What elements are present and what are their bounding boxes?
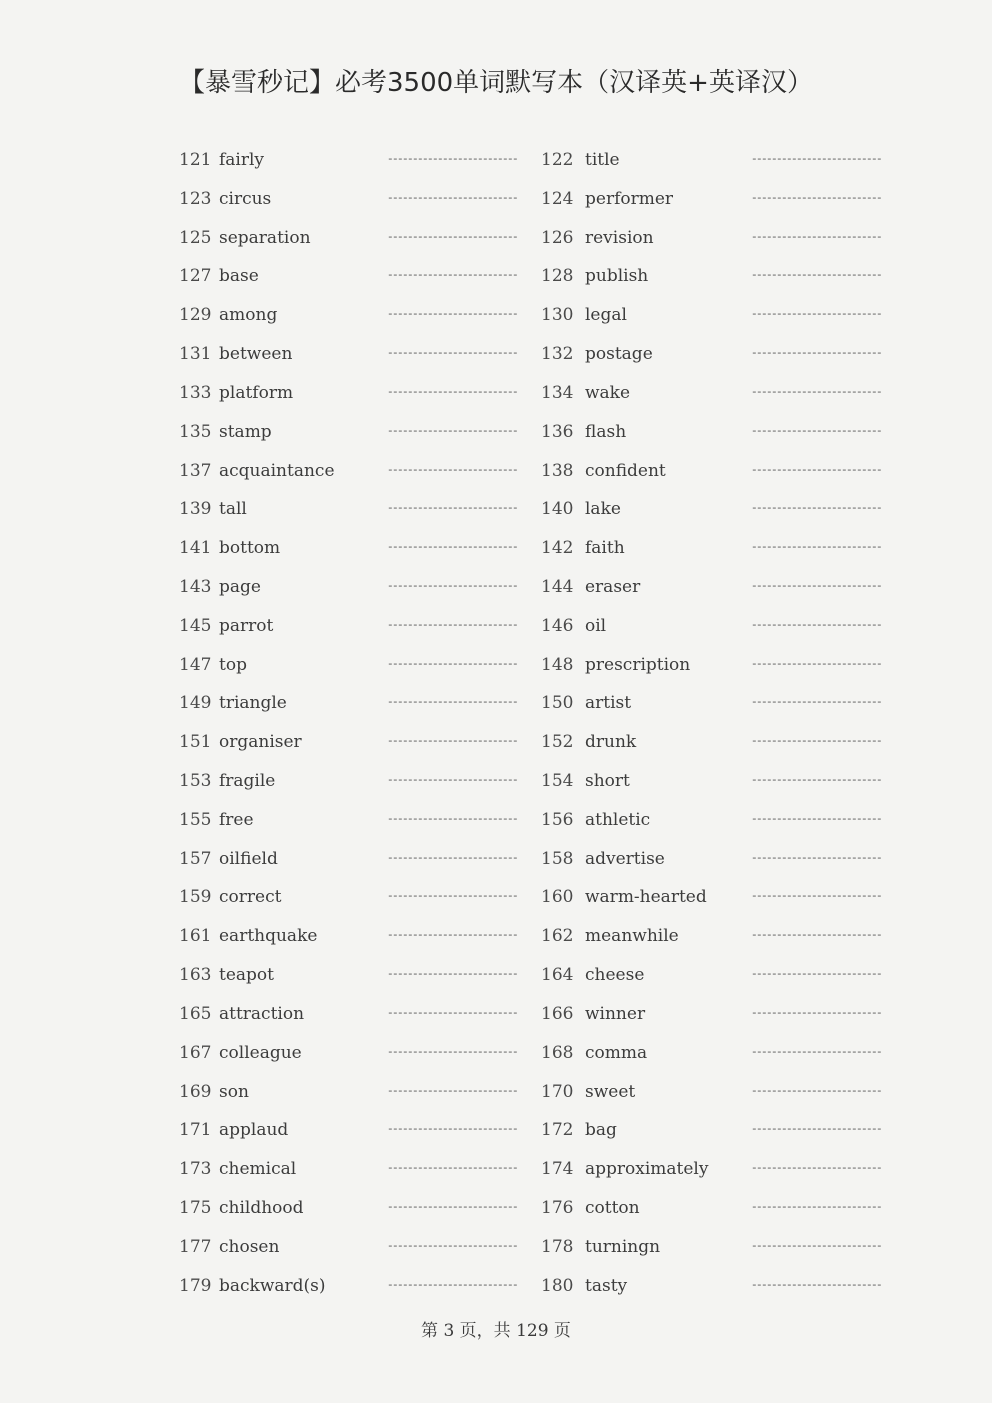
right-word: bag (585, 1120, 617, 1141)
left-answer-blank[interactable]: -------------------------- (387, 270, 518, 283)
left-number: 169 (179, 1081, 212, 1102)
word-row (0, 1073, 992, 1112)
right-number: 162 (541, 926, 574, 947)
left-number: 137 (179, 460, 212, 481)
right-answer-blank[interactable]: -------------------------- (751, 1240, 882, 1253)
right-word: lake (585, 499, 621, 520)
left-number: 159 (179, 887, 212, 908)
right-word: short (585, 771, 630, 791)
page-footer: 第 3 页，共 129 页 (421, 1321, 571, 1341)
right-number: 176 (541, 1197, 574, 1218)
right-answer-blank[interactable]: -------------------------- (751, 542, 882, 555)
left-number: 167 (179, 1042, 212, 1063)
right-number: 170 (541, 1081, 574, 1102)
right-number: 150 (541, 693, 574, 714)
left-number: 165 (179, 1003, 212, 1024)
right-answer-blank[interactable]: -------------------------- (751, 309, 882, 322)
right-answer-blank[interactable]: -------------------------- (751, 775, 882, 787)
left-answer-blank[interactable]: -------------------------- (387, 542, 518, 555)
right-number: 126 (541, 227, 574, 248)
left-answer-blank[interactable]: -------------------------- (387, 1007, 518, 1020)
left-number: 161 (179, 926, 212, 947)
right-number: 128 (541, 266, 574, 287)
right-answer-blank[interactable]: -------------------------- (751, 697, 882, 710)
right-word: meanwhile (585, 926, 679, 947)
right-answer-blank[interactable]: -------------------------- (751, 813, 882, 826)
right-number: 166 (541, 1003, 574, 1024)
right-word: wake (585, 382, 631, 403)
left-word: colleague (219, 1042, 302, 1063)
left-answer-blank[interactable]: -------------------------- (387, 852, 518, 865)
left-answer-blank[interactable]: -------------------------- (387, 891, 518, 904)
left-word: among (219, 305, 278, 326)
left-word: organiser (219, 732, 302, 753)
right-word: prescription (585, 654, 691, 675)
word-row (0, 374, 992, 413)
left-answer-blank[interactable]: -------------------------- (387, 192, 518, 205)
left-answer-blank[interactable]: -------------------------- (387, 348, 518, 361)
right-number: 180 (541, 1275, 574, 1296)
left-number: 125 (179, 227, 212, 248)
word-row (0, 1189, 992, 1228)
right-answer-blank[interactable]: -------------------------- (751, 658, 882, 671)
right-word: cotton (585, 1197, 640, 1218)
right-answer-blank[interactable]: -------------------------- (751, 969, 882, 982)
left-number: 173 (179, 1159, 212, 1180)
left-number: 155 (179, 809, 212, 830)
right-word: artist (585, 693, 632, 714)
right-word: tasty (585, 1275, 628, 1296)
right-number: 142 (541, 538, 574, 559)
right-word: oil (585, 615, 607, 636)
left-number: 121 (179, 150, 212, 170)
left-number: 141 (179, 538, 212, 559)
left-number: 123 (179, 188, 212, 209)
right-word: title (585, 150, 620, 170)
right-number: 136 (541, 421, 574, 442)
word-row (0, 490, 992, 529)
right-number: 164 (541, 965, 574, 986)
left-number: 131 (179, 344, 212, 365)
left-word: attraction (219, 1003, 305, 1024)
word-row (0, 296, 992, 335)
left-answer-blank[interactable]: -------------------------- (387, 1124, 518, 1137)
right-answer-blank[interactable]: -------------------------- (751, 192, 882, 205)
left-answer-blank[interactable]: -------------------------- (387, 1163, 518, 1176)
left-answer-blank[interactable]: -------------------------- (387, 736, 518, 749)
left-word: separation (219, 227, 311, 248)
word-row (0, 956, 992, 995)
left-word: page (219, 576, 261, 597)
left-answer-blank[interactable]: -------------------------- (387, 231, 518, 244)
word-row (0, 1267, 992, 1306)
left-word: fairly (219, 150, 265, 170)
left-answer-blank[interactable]: -------------------------- (387, 1240, 518, 1253)
word-row (0, 840, 992, 879)
left-word: earthquake (219, 926, 318, 947)
right-number: 174 (541, 1159, 574, 1180)
right-word: advertise (585, 848, 665, 869)
right-word: flash (585, 421, 627, 442)
left-number: 179 (179, 1275, 212, 1296)
word-row (0, 413, 992, 452)
word-row (0, 568, 992, 607)
right-answer-blank[interactable]: -------------------------- (751, 464, 882, 477)
word-list (0, 141, 992, 1305)
left-word: bottom (219, 538, 281, 559)
left-number: 129 (179, 305, 212, 326)
left-word: son (219, 1081, 249, 1102)
right-number: 156 (541, 809, 574, 830)
right-number: 160 (541, 887, 574, 908)
right-word: publish (585, 266, 649, 287)
right-answer-blank[interactable]: -------------------------- (751, 425, 882, 438)
left-answer-blank[interactable]: -------------------------- (387, 930, 518, 943)
left-word: platform (219, 382, 294, 403)
right-answer-blank[interactable]: -------------------------- (751, 930, 882, 943)
right-answer-blank[interactable]: -------------------------- (751, 348, 882, 361)
right-answer-blank[interactable]: -------------------------- (751, 1085, 882, 1098)
word-row (0, 141, 992, 180)
left-number: 145 (179, 615, 212, 636)
right-answer-blank[interactable]: -------------------------- (751, 1163, 882, 1176)
right-word: legal (585, 305, 627, 326)
left-word: fragile (219, 771, 276, 791)
left-word: applaud (219, 1120, 289, 1141)
word-row (0, 219, 992, 258)
left-number: 127 (179, 266, 212, 287)
right-answer-blank[interactable]: -------------------------- (751, 270, 882, 283)
right-answer-blank[interactable]: -------------------------- (751, 1279, 882, 1292)
right-number: 146 (541, 615, 574, 636)
left-word: between (219, 344, 293, 365)
right-number: 138 (541, 460, 574, 481)
left-word: top (219, 654, 247, 675)
right-word: performer (585, 188, 674, 209)
right-word: eraser (585, 576, 641, 597)
right-number: 154 (541, 771, 574, 791)
right-answer-blank[interactable]: -------------------------- (751, 1046, 882, 1059)
word-row (0, 607, 992, 646)
left-number: 157 (179, 848, 212, 869)
word-row (0, 1150, 992, 1189)
left-number: 177 (179, 1236, 212, 1257)
word-row (0, 917, 992, 956)
word-row (0, 257, 992, 296)
right-word: sweet (585, 1081, 636, 1102)
left-word: chosen (219, 1236, 280, 1257)
word-row (0, 529, 992, 568)
right-number: 144 (541, 576, 574, 597)
right-answer-blank[interactable]: -------------------------- (751, 891, 882, 904)
left-word: correct (219, 887, 282, 908)
right-word: revision (585, 227, 654, 248)
word-row (0, 180, 992, 219)
right-word: faith (585, 538, 625, 559)
left-answer-blank[interactable]: -------------------------- (387, 1046, 518, 1059)
word-row (0, 995, 992, 1034)
left-answer-blank[interactable]: -------------------------- (387, 1085, 518, 1098)
right-answer-blank[interactable]: -------------------------- (751, 231, 882, 244)
right-answer-blank[interactable]: -------------------------- (751, 852, 882, 865)
right-number: 148 (541, 654, 574, 675)
left-word: parrot (219, 615, 274, 636)
left-answer-blank[interactable]: -------------------------- (387, 425, 518, 438)
left-word: childhood (219, 1197, 304, 1218)
left-answer-blank[interactable]: -------------------------- (387, 658, 518, 671)
left-word: base (219, 266, 259, 287)
left-word: acquaintance (219, 460, 335, 481)
left-number: 135 (179, 421, 212, 442)
word-row (0, 452, 992, 491)
right-number: 140 (541, 499, 574, 520)
right-word: cheese (585, 965, 645, 986)
right-word: approximately (585, 1159, 709, 1180)
right-word: drunk (585, 732, 637, 753)
right-word: athletic (585, 809, 651, 830)
right-answer-blank[interactable]: -------------------------- (751, 736, 882, 749)
right-number: 152 (541, 732, 574, 753)
left-number: 151 (179, 732, 212, 753)
right-word: postage (585, 344, 653, 365)
left-answer-blank[interactable]: -------------------------- (387, 969, 518, 982)
word-row (0, 878, 992, 917)
left-number: 133 (179, 382, 212, 403)
word-row (0, 762, 992, 801)
right-number: 158 (541, 848, 574, 869)
left-answer-blank[interactable]: -------------------------- (387, 775, 518, 787)
right-number: 172 (541, 1120, 574, 1141)
word-row (0, 723, 992, 762)
right-number: 168 (541, 1042, 574, 1063)
right-word: comma (585, 1042, 648, 1063)
left-number: 139 (179, 499, 212, 520)
left-answer-blank[interactable]: -------------------------- (387, 386, 518, 399)
right-answer-blank[interactable]: -------------------------- (751, 503, 882, 516)
left-word: teapot (219, 965, 274, 986)
word-row (0, 1034, 992, 1073)
left-answer-blank[interactable]: -------------------------- (387, 619, 518, 632)
right-number: 178 (541, 1236, 574, 1257)
left-number: 163 (179, 965, 212, 986)
left-answer-blank[interactable]: -------------------------- (387, 1279, 518, 1292)
left-word: chemical (219, 1159, 297, 1180)
left-answer-blank[interactable]: -------------------------- (387, 154, 518, 166)
left-word: oilfield (219, 848, 278, 869)
left-word: circus (219, 188, 272, 209)
left-answer-blank[interactable]: -------------------------- (387, 697, 518, 710)
left-number: 171 (179, 1120, 212, 1141)
word-row (0, 1228, 992, 1267)
left-word: free (219, 809, 254, 830)
right-word: winner (585, 1003, 646, 1024)
left-number: 143 (179, 576, 212, 597)
left-number: 147 (179, 654, 212, 675)
right-word: warm-hearted (585, 887, 707, 908)
word-row (0, 646, 992, 685)
right-number: 122 (541, 150, 574, 170)
right-answer-blank[interactable]: -------------------------- (751, 1007, 882, 1020)
left-answer-blank[interactable]: -------------------------- (387, 464, 518, 477)
right-answer-blank[interactable]: -------------------------- (751, 1124, 882, 1137)
word-row (0, 1111, 992, 1150)
left-word: stamp (219, 421, 272, 442)
left-answer-blank[interactable]: -------------------------- (387, 813, 518, 826)
left-word: tall (219, 499, 247, 520)
word-row (0, 335, 992, 374)
left-word: backward(s) (219, 1275, 326, 1296)
right-number: 124 (541, 188, 574, 209)
right-number: 132 (541, 344, 574, 365)
left-word: triangle (219, 693, 287, 714)
left-answer-blank[interactable]: -------------------------- (387, 309, 518, 322)
word-row (0, 801, 992, 840)
left-number: 149 (179, 693, 212, 714)
left-answer-blank[interactable]: -------------------------- (387, 580, 518, 593)
right-answer-blank[interactable]: -------------------------- (751, 580, 882, 593)
right-answer-blank[interactable]: -------------------------- (751, 154, 882, 166)
left-answer-blank[interactable]: -------------------------- (387, 1201, 518, 1214)
left-number: 175 (179, 1197, 212, 1218)
left-number: 153 (179, 771, 212, 791)
word-row (0, 684, 992, 723)
right-answer-blank[interactable]: -------------------------- (751, 386, 882, 399)
page-title: 【暴雪秒记】必考3500单词默写本（汉译英+英译汉） (179, 68, 813, 98)
right-word: confident (585, 460, 666, 481)
right-answer-blank[interactable]: -------------------------- (751, 619, 882, 632)
right-number: 130 (541, 305, 574, 326)
right-word: turningn (585, 1236, 661, 1257)
left-answer-blank[interactable]: -------------------------- (387, 503, 518, 516)
right-number: 134 (541, 382, 574, 403)
right-answer-blank[interactable]: -------------------------- (751, 1201, 882, 1214)
